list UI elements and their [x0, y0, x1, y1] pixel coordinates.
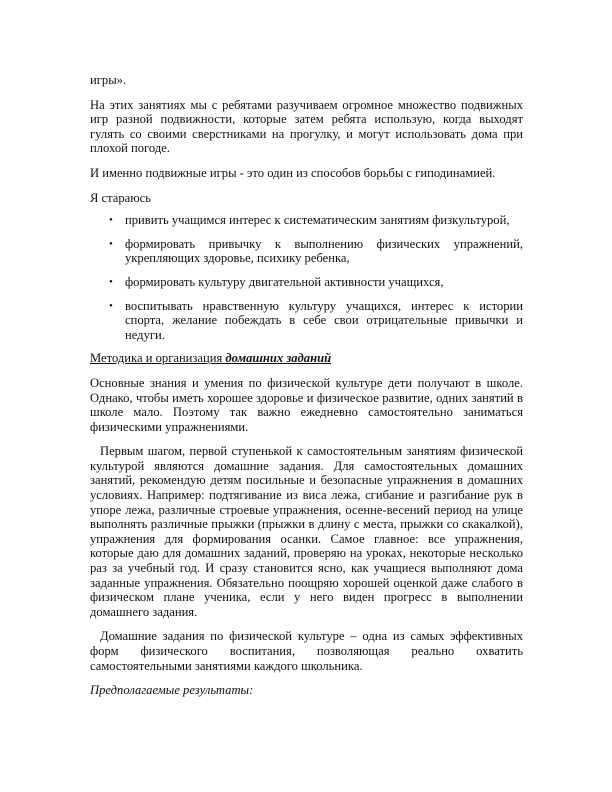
list-item [90, 213, 523, 228]
list-item-text: формировать привычку к выполнению физических упражнений, укрепляющих здоровье, психику ребенка, [125, 236, 523, 266]
bullet-icon: • [109, 299, 113, 312]
bullet-icon: • [109, 237, 113, 250]
goals-list [90, 213, 523, 342]
list-item-text: воспитывать нравственную культуру учащихся, интерес к истории спорта, желание побеждать в себе свои отрицательные привычки и недуги. [125, 298, 523, 342]
paragraph-effective: Домашние задания по физической культуре – одна из самых эффективных форм физического воспитания, позволяющая реально охватить самостоятельными занятиями каждого школьника. [90, 629, 523, 673]
bullet-icon: • [109, 214, 113, 227]
bullet-icon: • [109, 275, 113, 288]
paragraph-games: На этих занятиях мы с ребятами разучиваем огромное множество подвижных игр разной подвижности, которые затем ребята использую, когда выходят гулять со своими сверстниками на прогулку, и могут использовать дома при плохой погоде. [90, 97, 523, 156]
paragraph-homework: Первым шагом, первой ступенькой к самостоятельным занятиям физической культурой являются домашние задания. Для самостоятельных домашних занятий, рекомендую детям посильные и безопасные упражнения в домашних условиях. Например: подтягивание из виса лежа, сгибание и разгибание рук в упоре лежа, различные строевые упражнения, осенне-весений период на улице выполнять различные прыжки (прыжки в длину с места, прыжки со скакалкой), упражнения для формирования осанки. Самое главное: все упражнения, которые даю для домашних заданий, проверяю на уроках, некоторые несколько раз за учебный год. И сразу становится ясно, как учащиеся выполняют дома заданные упражнения. Обязательно поощряю хорошей оценкой даже слабого в физическом плане ученика, если у него виден прогресс в выполнении домашнего задания. [90, 444, 523, 619]
paragraph-continuation: игры». [90, 73, 127, 87]
paragraph-basics: Основные знания и умения по физической культуре дети получают в школе. Однако, чтобы иметь хорошее здоровье и физическое развитие, одних занятий в школе мало. Поэтому так важно ежедневно самостоятельно заниматься физическими упражнениями. [90, 375, 523, 434]
list-item [90, 275, 523, 290]
list-item-text: формировать культуру двигательной активности учащихся, [125, 274, 444, 289]
heading-plain: Методика и организация [90, 351, 226, 366]
paragraph-hypodynamia: И именно подвижные игры - это один из способов борьбы с гиподинамией. [90, 165, 496, 180]
document-body [90, 73, 523, 698]
list-item-text: привить учащимся интерес к систематическим занятиям физкультурой, [125, 213, 510, 228]
paragraph-i-try: Я стараюсь [90, 190, 152, 205]
list-item [90, 237, 523, 266]
expected-results-heading: Предполагаемые результаты: [90, 683, 254, 698]
heading-emphasis: домашних заданий [225, 351, 332, 366]
list-item [90, 299, 523, 343]
section-heading [90, 351, 523, 366]
